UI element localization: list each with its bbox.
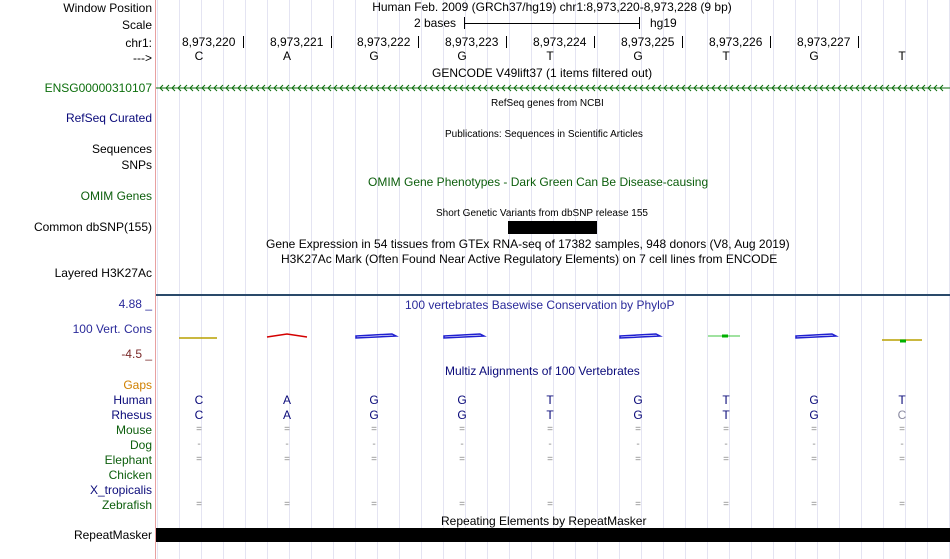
alignment-base-elephant: = bbox=[811, 454, 817, 465]
phylop-track-title[interactable]: 100 vertebrates Basewise Conservation by PhyloP bbox=[405, 298, 675, 312]
alignment-base-mouse: = bbox=[371, 424, 377, 435]
omim-track-title[interactable]: OMIM Gene Phenotypes - Dark Green Can Be Disease-causing bbox=[368, 175, 709, 189]
ruler-tick bbox=[418, 36, 419, 48]
alignment-base-human: G bbox=[633, 393, 643, 407]
phylop-mark bbox=[267, 334, 307, 337]
repeatmasker-element[interactable] bbox=[156, 528, 950, 542]
dbsnp-track-title[interactable]: Short Genetic Variants from dbSNP release 155 bbox=[436, 208, 648, 219]
alignment-base-human: C bbox=[194, 393, 204, 407]
gencode-track-title[interactable]: GENCODE V49lift37 (1 items filtered out) bbox=[432, 66, 653, 80]
ruler-coordinate: 8,973,221 bbox=[270, 35, 324, 49]
sequences-label[interactable]: Sequences bbox=[91, 142, 152, 156]
species-label-mouse[interactable]: Mouse bbox=[115, 423, 152, 437]
reference-base: G bbox=[809, 49, 819, 63]
alignment-base-zebrafish: = bbox=[635, 499, 641, 510]
assembly-label: hg19 bbox=[650, 16, 677, 30]
alignment-base-rhesus: C bbox=[897, 408, 907, 422]
alignment-base-dog: - bbox=[197, 439, 201, 450]
phylop-mark bbox=[796, 334, 836, 338]
ruler-coordinate: 8,973,227 bbox=[797, 35, 851, 49]
alignment-base-human: A bbox=[282, 393, 291, 407]
alignment-base-mouse: = bbox=[459, 424, 465, 435]
strand-arrow-label[interactable]: ---> bbox=[133, 51, 152, 65]
multiz-track-title[interactable]: Multiz Alignments of 100 Vertebrates bbox=[445, 364, 640, 378]
alignment-base-human: G bbox=[809, 393, 819, 407]
alignment-base-rhesus: T bbox=[722, 408, 730, 422]
phylop-mark bbox=[444, 334, 484, 338]
alignment-base-rhesus: C bbox=[194, 408, 204, 422]
phylop-mark bbox=[356, 334, 396, 338]
reference-base: T bbox=[722, 49, 730, 63]
alignment-base-mouse: = bbox=[899, 424, 905, 435]
alignment-base-human: G bbox=[457, 393, 467, 407]
species-label-dog[interactable]: Dog bbox=[129, 438, 152, 452]
h3k27ac-baseline bbox=[156, 294, 950, 296]
alignment-base-elephant: = bbox=[899, 454, 905, 465]
alignment-base-rhesus: G bbox=[809, 408, 819, 422]
species-label-rhesus[interactable]: Rhesus bbox=[111, 408, 152, 422]
publications-track-title[interactable]: Publications: Sequences in Scientific Articles bbox=[445, 129, 643, 140]
alignment-base-rhesus: T bbox=[546, 408, 554, 422]
scale-bar-right-tick bbox=[639, 17, 640, 29]
alignment-base-mouse: = bbox=[284, 424, 290, 435]
alignment-base-human: T bbox=[546, 393, 554, 407]
ruler-tick bbox=[331, 36, 332, 48]
ensg-label[interactable]: ENSG00000310107 bbox=[44, 81, 152, 95]
track-label-column bbox=[0, 0, 155, 559]
alignment-base-mouse: = bbox=[547, 424, 553, 435]
reference-base: T bbox=[898, 49, 906, 63]
alignment-base-human: G bbox=[369, 393, 379, 407]
alignment-base-elephant: = bbox=[371, 454, 377, 465]
cons-max-label: 4.88 _ bbox=[118, 297, 152, 311]
ruler-coordinate: 8,973,226 bbox=[709, 35, 763, 49]
species-label-chicken[interactable]: Chicken bbox=[108, 468, 152, 482]
ruler-coordinate: 8,973,224 bbox=[533, 35, 587, 49]
species-label-elephant[interactable]: Elephant bbox=[104, 453, 152, 467]
alignment-base-zebrafish: = bbox=[899, 499, 905, 510]
alignment-base-dog: - bbox=[900, 439, 904, 450]
alignment-base-dog: - bbox=[548, 439, 552, 450]
alignment-base-elephant: = bbox=[284, 454, 290, 465]
alignment-base-dog: - bbox=[460, 439, 464, 450]
alignment-base-elephant: = bbox=[723, 454, 729, 465]
dbsnp-label[interactable]: Common dbSNP(155) bbox=[33, 220, 152, 234]
ruler-tick bbox=[506, 36, 507, 48]
layered-h3k27ac-label[interactable]: Layered H3K27Ac bbox=[54, 266, 152, 280]
alignment-base-rhesus: G bbox=[633, 408, 643, 422]
reference-base: A bbox=[282, 49, 291, 63]
alignment-base-mouse: = bbox=[635, 424, 641, 435]
alignment-base-dog: - bbox=[724, 439, 728, 450]
reference-base: G bbox=[457, 49, 467, 63]
phylop-conservation-plot[interactable] bbox=[156, 325, 950, 347]
h3k27ac-track-title[interactable]: H3K27Ac Mark (Often Found Near Active Regulatory Elements) on 7 cell lines from ENCODE bbox=[281, 252, 778, 266]
alignment-base-zebrafish: = bbox=[723, 499, 729, 510]
alignment-base-mouse: = bbox=[196, 424, 202, 435]
alignment-base-mouse: = bbox=[811, 424, 817, 435]
species-label-zebrafish[interactable]: Zebrafish bbox=[101, 498, 152, 512]
window-position-label[interactable]: Window Position bbox=[63, 1, 152, 15]
alignment-base-dog: - bbox=[812, 439, 816, 450]
scale-text: 2 bases bbox=[414, 16, 457, 30]
refseq-curated-label[interactable]: RefSeq Curated bbox=[65, 111, 152, 125]
reference-base: G bbox=[633, 49, 643, 63]
alignment-base-zebrafish: = bbox=[811, 499, 817, 510]
scale-bar-left-tick bbox=[464, 17, 465, 29]
alignment-base-zebrafish: = bbox=[547, 499, 553, 510]
alignment-base-zebrafish: = bbox=[459, 499, 465, 510]
gaps-label[interactable]: Gaps bbox=[123, 378, 152, 392]
phylop-mark bbox=[620, 334, 660, 338]
alignment-base-zebrafish: = bbox=[284, 499, 290, 510]
alignment-base-rhesus: G bbox=[369, 408, 379, 422]
alignment-base-zebrafish: = bbox=[196, 499, 202, 510]
alignment-base-elephant: = bbox=[196, 454, 202, 465]
ruler-tick bbox=[243, 36, 244, 48]
ruler-coordinate: 8,973,225 bbox=[621, 35, 675, 49]
reference-base: T bbox=[546, 49, 554, 63]
ruler-coordinate: 8,973,222 bbox=[357, 35, 411, 49]
alignment-base-dog: - bbox=[372, 439, 376, 450]
position-title: Human Feb. 2009 (GRCh37/hg19) chr1:8,973,220-8,973,228 (9 bp) bbox=[372, 0, 732, 14]
refseq-track-title[interactable]: RefSeq genes from NCBI bbox=[491, 98, 604, 109]
alignment-base-dog: - bbox=[285, 439, 289, 450]
alignment-base-dog: - bbox=[636, 439, 640, 450]
omim-genes-label[interactable]: OMIM Genes bbox=[80, 189, 152, 203]
ruler-tick bbox=[770, 36, 771, 48]
gtex-track-title[interactable]: Gene Expression in 54 tissues from GTEx RNA-seq of 17382 samples, 948 donors (V8, Aug 2019) bbox=[266, 237, 790, 251]
alignment-base-elephant: = bbox=[547, 454, 553, 465]
alignment-base-elephant: = bbox=[459, 454, 465, 465]
alignment-base-elephant: = bbox=[635, 454, 641, 465]
alignment-base-human: T bbox=[722, 393, 730, 407]
repeatmasker-label[interactable]: RepeatMasker bbox=[73, 528, 152, 542]
ruler-coordinate: 8,973,223 bbox=[445, 35, 499, 49]
alignment-base-rhesus: G bbox=[457, 408, 467, 422]
snps-label[interactable]: SNPs bbox=[121, 158, 152, 172]
species-label-x-tropicalis[interactable]: X_tropicalis bbox=[89, 483, 152, 497]
ruler-tick bbox=[594, 36, 595, 48]
alignment-base-zebrafish: = bbox=[371, 499, 377, 510]
reference-base: G bbox=[369, 49, 379, 63]
scale-bar bbox=[464, 23, 640, 24]
scale-label[interactable]: Scale bbox=[121, 18, 152, 32]
chr-label[interactable]: chr1: bbox=[125, 36, 152, 50]
repeatmasker-track-title[interactable]: Repeating Elements by RepeatMasker bbox=[441, 514, 647, 528]
ruler-tick bbox=[682, 36, 683, 48]
alignment-base-human: T bbox=[898, 393, 906, 407]
ruler-coordinate: 8,973,220 bbox=[182, 35, 236, 49]
cons-min-label: -4.5 _ bbox=[121, 347, 152, 361]
alignment-base-mouse: = bbox=[723, 424, 729, 435]
gencode-gene-feature[interactable] bbox=[156, 82, 950, 94]
alignment-base-rhesus: A bbox=[282, 408, 291, 422]
dbsnp-variant-block[interactable] bbox=[508, 221, 597, 234]
browser-track-area[interactable] bbox=[156, 0, 950, 559]
species-label-human[interactable]: Human bbox=[113, 393, 152, 407]
reference-base: C bbox=[194, 49, 204, 63]
vert-cons-label[interactable]: 100 Vert. Cons bbox=[72, 322, 152, 336]
ruler-tick bbox=[858, 36, 859, 48]
